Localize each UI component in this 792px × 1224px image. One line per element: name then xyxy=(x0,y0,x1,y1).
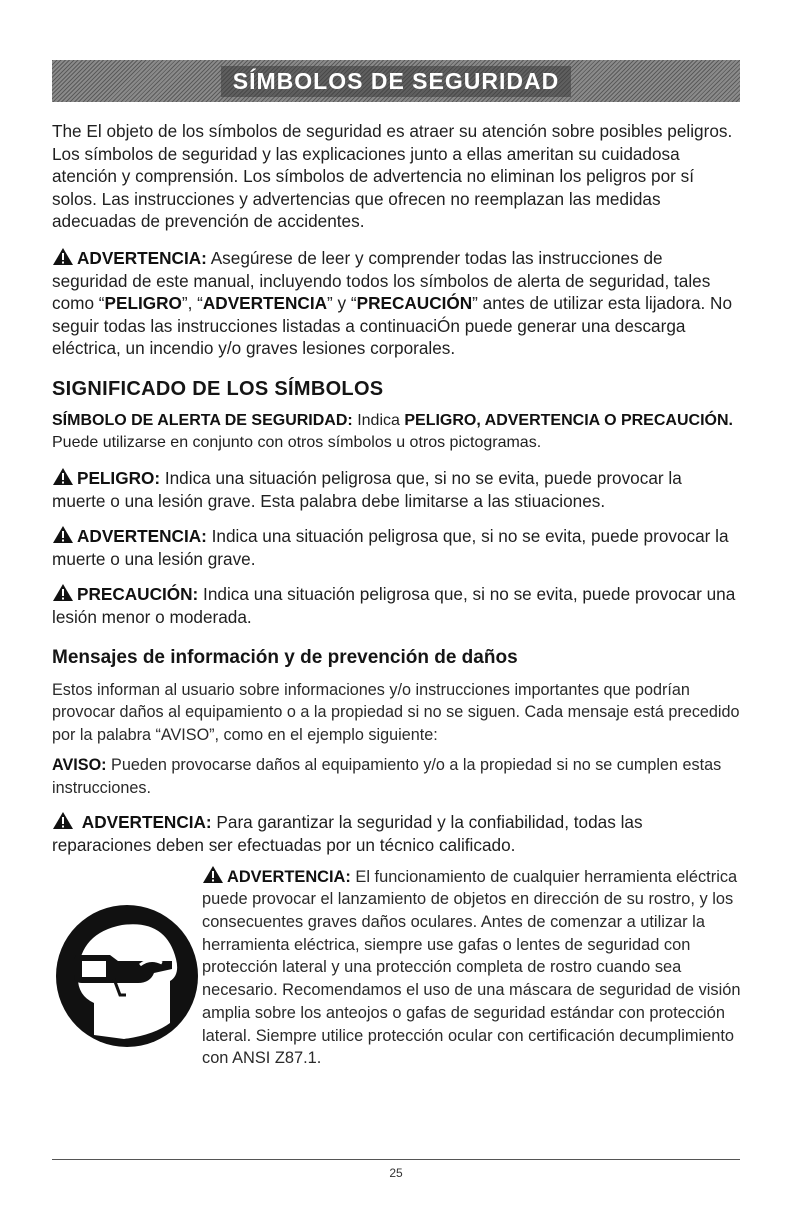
general-warning-label: ADVERTENCIA: xyxy=(77,247,207,268)
warning-triangle-icon xyxy=(202,865,224,884)
warning-triangle-icon xyxy=(52,583,74,602)
aviso-paragraph xyxy=(52,754,740,799)
general-warning-text-b: ”, “ xyxy=(181,293,203,314)
alert-keywords: PELIGRO, ADVERTENCIA O PRECAUCIÓN. xyxy=(404,411,733,429)
intro-paragraph: The El objeto de los símbolos de seguridad es atraer su atención sobre posibles peligros. Los símbolos de seguridad y las explicaciones junto a ellas ameritan su cuidadosa atención y comprensión. Los símbolos de advertencia no eliminan los peligros por sí solos. Las instrucciones y advertencias que ofrecen no reemplazan las medidas adecuadas de prevención de accidentes. xyxy=(52,121,733,232)
warning-triangle-icon xyxy=(52,247,74,266)
general-warning-text-a: Asegúrese de leer y comprender todas las instrucciones de seguridad de este manual, incluyendo todos los símbolos de alerta de seguridad, tales como “ xyxy=(52,247,711,314)
page-number: 25 xyxy=(389,1166,403,1180)
page-title: SÍMBOLOS DE SEGURIDAD xyxy=(221,66,571,97)
warning-triangle-icon xyxy=(52,467,74,486)
general-warning-text-c: ” y “ xyxy=(327,293,357,314)
info-paragraph: Estos informan al usuario sobre informaciones y/o instrucciones importantes que podrían provocar daños al equipamiento o a la propiedad si no se siguen. Cada mensaje está precedido por la palabra “AVISO”, como en el ejemplo siguiente: xyxy=(52,680,740,744)
eye-warning-label: ADVERTENCIA: xyxy=(227,867,351,886)
manual-page xyxy=(52,60,740,1115)
alert-text-a: Indica xyxy=(352,411,405,429)
definition-advertencia xyxy=(52,525,740,570)
repair-warning-text: Para garantizar la seguridad y la confiabilidad, todas las reparaciones deben ser efectuadas por un técnico calificado. xyxy=(52,812,643,856)
section-banner xyxy=(52,60,740,102)
definition-precaucion xyxy=(52,583,740,628)
definition-text: Indica una situación peligrosa que, si no se evita, puede provocar una lesión menor o moderada. xyxy=(52,584,736,627)
aviso-text: Pueden provocarse daños al equipamiento y/o a la propiedad si no se cumplen estas instrucciones. xyxy=(52,756,722,797)
definition-label: PRECAUCIÓN: xyxy=(77,584,199,605)
symbols-heading: SIGNIFICADO DE LOS SÍMBOLOS xyxy=(52,377,384,400)
eye-protection-warning xyxy=(52,865,740,1115)
aviso-label: AVISO: xyxy=(52,756,107,775)
keyword-peligro: PELIGRO xyxy=(104,293,182,314)
definition-peligro xyxy=(52,467,740,512)
eye-warning-body: El funcionamiento de cualquier herramienta eléctrica puede provocar el lanzamiento de objetos en dirección de su rostro, y los consecuentes graves daños oculares. Antes de comenzar a utilizar la herramienta eléctrica, siempre use gafas o lentes de seguridad con protección lateral y una protección completa de rostro cuando sea necesario. Recomendamos el uso de una máscara de seguridad de visión amplia sobre los anteojos o gafas de seguridad estándar con protección lateral. Siempre utilice protección ocular con certificación decumplimiento con ANSI Z87.1. xyxy=(202,867,741,1068)
warning-triangle-icon xyxy=(52,525,74,544)
general-warning-text-d: ” antes de utilizar esta lijadora. No seguir todas las instrucciones listadas a continuaciÓn puede generar una descarga eléctrica, un incendio y/o graves lesiones corporales. xyxy=(52,293,733,359)
definition-text: Indica una situación peligrosa que, si no se evita, puede provocar la muerte o una lesión grave. Esta palabra debe limitarse a las stiuaciones. xyxy=(52,467,682,511)
repair-warning-label: ADVERTENCIA: xyxy=(81,812,212,833)
definition-text: Indica una situación peligrosa que, si no se evita, puede provocar la muerte o una lesión grave. xyxy=(52,526,729,569)
keyword-advertencia: ADVERTENCIA xyxy=(202,293,328,314)
keyword-precaucion: PRECAUCIÓN xyxy=(356,293,473,314)
definition-label: ADVERTENCIA: xyxy=(77,526,207,547)
alert-symbol-definition xyxy=(52,410,740,454)
general-warning xyxy=(52,247,740,360)
alert-symbol-label: SÍMBOLO DE ALERTA DE SEGURIDAD: xyxy=(52,411,353,429)
footer-divider xyxy=(52,1159,740,1160)
info-heading: Mensajes de información y de prevención de daños xyxy=(52,646,518,668)
alert-text-b: Puede utilizarse en conjunto con otros símbolos u otros pictogramas. xyxy=(52,433,542,451)
warning-triangle-icon xyxy=(52,811,74,830)
safety-goggles-icon xyxy=(54,903,200,1049)
eye-warning-text xyxy=(202,865,742,1070)
repair-warning xyxy=(52,811,740,856)
definition-label: PELIGRO: xyxy=(77,467,161,488)
